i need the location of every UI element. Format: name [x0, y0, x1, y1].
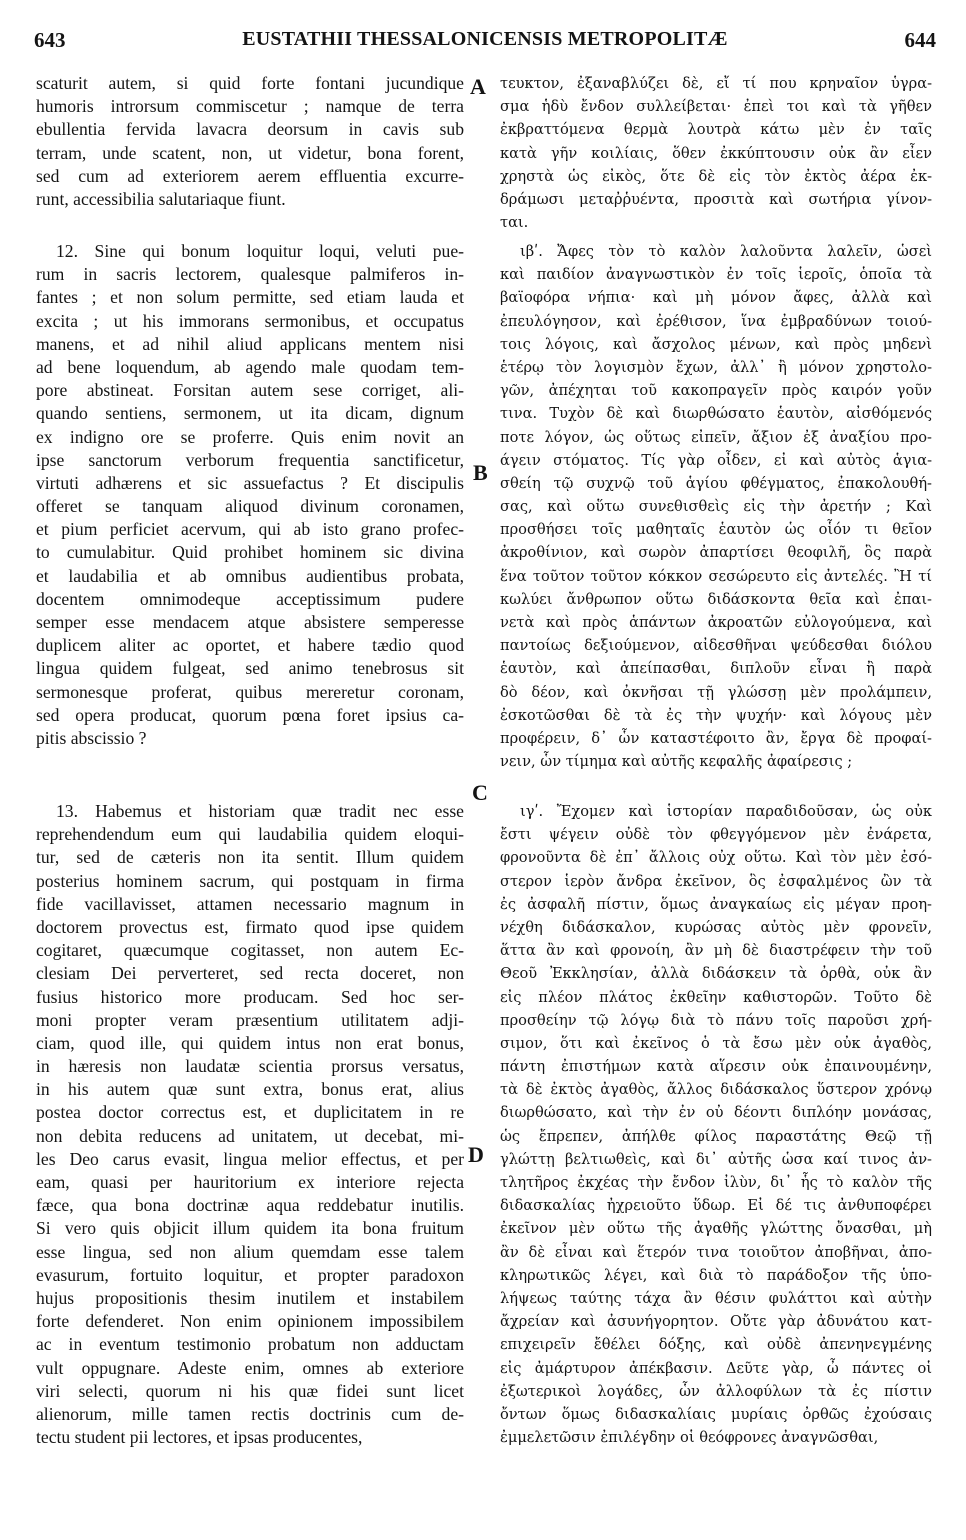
text-line: forte defenderet. Non enim opinionem impossibilem [36, 1311, 464, 1332]
text-line: ἑαυτὸν, καὶ ἀπείπασθαι, διπλοῦν εἶναι ἢ παρὰ [500, 660, 932, 678]
text-line: σθείη τῷ συχνῷ τοῦ ἁγίου φθέγματος, ἐπακολουθή- [500, 474, 932, 492]
text-line: φρονοῦντα δὲ ἐπ᾽ ἄλλοις οὐχ οὕτω. Καὶ τὸν μὲν ἐσό- [500, 849, 932, 867]
text-line: δράμωσι μεταῤῥυέντα, προσιτὰ καὶ σωτήρια γίνον- [500, 190, 932, 208]
text-line: ὡς ἔπρεπεν, ἀπήλθε φίλος παραστάτης Θεῷ τῇ [500, 1127, 932, 1145]
text-line: fantes ; et non solum permitte, sed etiam lauda et [36, 287, 464, 308]
text-line: διδασκαλίας ἠχρειοῦτο ὕδωρ. Εἰ δέ τις ἀνθυποφέρει [500, 1197, 932, 1215]
greek-intro-paragraph [500, 72, 932, 234]
text-line: ebullentia fervida lavacra deorsum in cavis sub [36, 119, 464, 140]
text-line: στερον ἱερὸν ἄνδρα ἐκεῖνον, ὃς ἐσφαλμένος ὢν τὰ [500, 872, 932, 890]
text-line: ἐμμελετῶσιν ἐπιλέγδην οἱ θεόφρονες ἀναγνῶσθαι, [500, 1429, 879, 1447]
running-header [34, 28, 936, 58]
text-line: tectu student pii lectores, et ipsas producentes, [36, 1427, 363, 1448]
text-line: les Deo carus evasit, lingua melior effectus, et per [36, 1148, 464, 1169]
text-line: βαϊοφόρα νήπια· καὶ μὴ μόνον ἄφες, ἀλλὰ καὶ [500, 289, 932, 307]
text-line: τλητῆρος ἐκχέας τὴν ἔνδον ἰλὺν, δι᾽ ἧς τὸ καλὸν τῆς [500, 1174, 932, 1191]
text-line: νετὰ καὶ πρὸς ἁπάντων ἀκροατῶν εὐλογούμενα, καὶ [500, 614, 932, 631]
text-line: γλώττῃ βελτιωθεὶς, καὶ δι᾽ αὐτῆς ὡσα καί τινος ἀν- [500, 1150, 932, 1168]
text-line: ἐς ἀσφαλῆ πίστιν, ὅμως ἀναγκαίως εἰς μέγαν προη- [500, 895, 932, 913]
text-line: ἂν δὲ εἶναι καὶ ἕτερόν τινα τοιοῦτον ἀποβῆναι, ἀπο- [500, 1243, 932, 1261]
text-line: ιγʹ. Ἔχομεν καὶ ἱστορίαν παραδιδοῦσαν, ὡς οὐκ [520, 803, 932, 820]
text-line: σιμον, ὅτι καὶ ἐκεῖνος ὁ τὰ ἔσω μὲν οὐκ ἀγαθὸς, [500, 1034, 932, 1052]
text-line: ac in eventum testimonio probatum non adductam [36, 1334, 464, 1355]
text-line: νειν, ὧν τίμημα καὶ αὐτῆς κεφαλῆς ἀφαίρεσις ; [500, 753, 853, 771]
text-line: ιβʹ. Ἄφες τὸν τὸ καλὸν λαλοῦντα λαλεῖν, ὡσεὶ [520, 243, 932, 260]
text-line: τευκτον, ἐξαναβλύζει δὲ, εἴ τί που κρηναῖον ὑγρα- [500, 75, 932, 92]
text-line: ἐξωτερικοὶ λογάδες, ὧν ἀλλοφύλων τὰ ἐς πίστιν [500, 1382, 932, 1400]
text-line: νέχθη διδάσκαλον, κυρώσας αὐτὸς μὲν φρονεῖν, [500, 918, 932, 936]
latin-intro-paragraph [36, 72, 464, 211]
text-line: ἑτέρῳ τὸν λογισμὸν ἔχων, ἀλλ᾽ ἢ μόνον χρηστολο- [500, 358, 932, 376]
text-line: esse lingua, sed non alium quemdam esse talem [36, 1241, 464, 1262]
text-line: fusius historico more producam. Sed hoc ser- [36, 986, 464, 1007]
text-line: τινα. Τυχὸν δὲ καὶ διωρθώσατο ἑαυτὸν, αἰσθόμενός [500, 405, 932, 423]
text-line: moni propter veram præsentium utilitatem adji- [36, 1009, 464, 1030]
text-line: ciam, quod ille, qui quidem intus non erat bonus, [36, 1032, 464, 1053]
text-line: ἔστι ψέγειν οὐδὲ τὸν φθεγγόμενον μὲν ἐνάρετα, [500, 826, 932, 844]
text-line: viri selecti, quorum ni his quæ fidei sunt licet [36, 1380, 464, 1401]
text-line: lingua quidem fulgeat, sed animo tenebrosus sit [36, 658, 464, 679]
margin-letter-b: B [473, 460, 488, 485]
text-line: Θεοῦ Ἐκκλησίαν, ἀλλὰ διδάσκειν τὰ ὀρθὰ, οὐκ ἂν [500, 965, 932, 983]
text-line: runt, accessibilia salutariaque fiunt. [36, 188, 286, 209]
text-line: καὶ παιδίον ἀναγνωστικὸν ἐν τοῖς ἱεροῖς, ὁποῖα τὰ [500, 266, 932, 284]
text-line: sermonesque proferat, quibus mereretur coronam, [36, 681, 464, 702]
text-line: manens, et ad nihil aliud applicans mentem nisi [36, 333, 464, 354]
text-line: προφέρειν, δ᾽ ὧν καταστέφοιτο ἂν, ἔργα δὲ προφαί- [500, 729, 932, 747]
text-line: duplicem aliter ac oportet, et habere tædio quod [36, 635, 464, 656]
text-line: quando sentiens, sermonem, ut ita dicam, dignum [36, 403, 464, 424]
text-line: ἅττα ἂν καὶ φρονοίη, ἂν μὴ δὲ διαστρέφειν τὴν τοῦ [500, 942, 932, 960]
text-line: λήψεως ταύτης τάχα ἂν θέσιν φυλάττοι καὶ αὐτὴν [500, 1289, 932, 1307]
text-line: in his autem quæ sunt extra, bonus erat, alius [36, 1079, 464, 1100]
text-line: ὄντων ὅμως διδασκαλίαις μυρίαις ὀρθῶς ἐχούσαις [500, 1405, 932, 1423]
greek-section-12 [500, 240, 932, 773]
text-line: posterius hominem sacrum, qui postquam in firma [36, 870, 464, 891]
margin-letter-d: D [468, 1142, 484, 1167]
text-line: πάντη ἐπιστήμων κατὰ αἵρεσιν οὐκ ἐπαινουμένην, [500, 1058, 932, 1076]
text-line: κληρωτικῶς λέγει, καὶ διὰ τὸ παράδοξον τῆς ὑπο- [500, 1266, 932, 1284]
text-line: alienorum, mille tamen rectis doctrinis cum de- [36, 1403, 464, 1424]
text-line: τοις λόγοις, καὶ ἄσχολος μένων, καὶ πρὸς μηδενὶ [500, 335, 932, 353]
text-line: Si vero quis objicit illum quidem ita bona fruitum [36, 1218, 464, 1239]
text-line: ποτε λόγον, ὡς οὕτως εἰπεῖν, ἄξιον ἐξ ἀναξίου προ- [500, 428, 932, 446]
page-number-left: 643 [34, 28, 66, 52]
text-line: scaturit autem, si quid forte fontani jucundique [36, 73, 464, 93]
text-line: εἰς ἀμάρτυρον ἀπέκβασιν. Δεῦτε γὰρ, ὦ πάντες οἱ [500, 1359, 932, 1377]
text-line: άγειν στόματος. Τίς γὰρ οἶδεν, εἰ καὶ αὐτὸς ἁγια- [500, 451, 932, 469]
text-line: reprehendendum eum qui laudabilia quidem eloqui- [36, 824, 464, 845]
text-line: doctorem provectus est, firmato quod ipse quidem [36, 916, 464, 937]
text-line: semper esse mendacem atque absistere semperesse [36, 612, 464, 632]
text-line: ἕνα τοῦτον τοῦτον κόκκον σεσώρευτο εἰς ἀντελές. Ἢ τί [500, 567, 932, 585]
text-line: προσθήσει τοῖς μαθηταῖς ἑαυτὸν ὡς οἷόν τι θεῖον [500, 521, 932, 539]
text-line: terram, unde scatent, non, ut videtur, bona forent, [36, 142, 464, 163]
text-line: tur, sed de cæteris non ita sentit. Illum quidem [36, 847, 464, 868]
text-line: προσθείην τῷ λόγῳ διὰ τὸ πάνυ τοῖς παροῦσι χρή- [500, 1011, 932, 1029]
text-line: pore abstineat. Forsitan autem sese corriget, ali- [36, 380, 464, 401]
text-line: τὰ δὲ ἐκτὸς ἀγαθὸς, ἄλλος διδάσκαλος ὕστερον χρόνῳ [500, 1081, 932, 1099]
text-line: evasurum, fortuito loquitur, et propter paradoxon [36, 1264, 464, 1285]
greek-section-13 [500, 800, 932, 1449]
text-line: παντοίως δεξιούμενον, αἰδεσθῆναι ψεύδεσθαι διόλου [500, 637, 932, 655]
text-line: excita ; ut his immorans sermonibus, et occupatus [36, 310, 464, 331]
page-number-right: 644 [904, 28, 936, 52]
text-line: σας, καὶ οὕτω συνεθισθεὶς εἰς τὴν ἀρετήν ; Καὶ [500, 498, 932, 516]
text-line: σμα ἡδὺ ἔνδον συλλείβεται· ἐπεὶ τοι καὶ τὰ γῆθεν [500, 98, 932, 116]
margin-letter-c: C [472, 780, 488, 805]
text-line: ἀκροθίνιον, καὶ σωρὸν ἀπαρτίσει θεοφιλῆ, ὃς παρὰ [500, 544, 932, 562]
text-line: κωλύει ἄνθρωπον οὕτω διδάσκοντα θεῖα καὶ ἐπαι- [500, 590, 932, 608]
text-line: non debita reducens ad unitatem, ut decebat, mi- [36, 1125, 464, 1146]
text-line: δὸ δέον, καὶ ὀκνῆσαι τῇ γλώσσῃ μὲν προλάμπειν, [500, 683, 932, 701]
text-line: ἐκβραττόμενα θερμὰ λουτρὰ κάτω μὲν ἐν ταῖς [500, 121, 932, 139]
text-line: διωρθώσατο, καὶ τὴν ἐν οὐ δέοντι διπλόην μονάσας, [500, 1104, 932, 1122]
latin-section-12 [36, 240, 464, 750]
text-line: ad bene loquendum, ab agendo male quodam tem- [36, 356, 464, 377]
text-line: clesiam Dei perverteret, sed recta doceret, non [36, 963, 464, 984]
text-line: in hæresis non laudatæ scientia prorsus versatus, [36, 1056, 464, 1077]
text-line: ἐσκοτῶσθαι δὲ τὰ ἐς τὴν ψυχήν· καὶ λόγους μὲν [500, 706, 932, 724]
margin-letter-a: A [470, 74, 486, 99]
latin-section-13 [36, 800, 464, 1449]
text-line: εἰς πλέον πλάτος ἐκθεῖην καθιστορῶν. Τοῦτο δὲ [500, 988, 932, 1006]
text-line: sed cum ad exteriorem aerem effluentia excurre- [36, 165, 464, 186]
running-title: EUSTATHII THESSALONICENSIS METROPOLITÆ [242, 28, 728, 50]
text-line: 13. Habemus et historiam quæ tradit nec esse [56, 801, 464, 821]
text-line: ἐκεῖνον μὲν οὕτω τῆς ἀγαθῆς γλώττης ὄνασθαι, μὴ [500, 1220, 932, 1238]
text-line: eam, quasi per hauritorium ex interiore rejecta [36, 1172, 464, 1192]
text-line: fæce, qua bona doctrinæ aqua reddebatur inutilis. [36, 1195, 464, 1216]
text-line: cogitaret, quæcumque cogitasset, non autem Ec- [36, 940, 464, 961]
text-line: et pium perficiet acervum, qui ab isto grano profec- [36, 519, 464, 540]
text-line: fide vacillavisset, attamen necessario magnum in [36, 893, 464, 914]
text-line: γῶν, ἀπέχηται τοῦ κακοπραγεῖν πρὸς καιρόν γοῦν [500, 382, 932, 400]
text-line: ται. [500, 214, 529, 232]
text-line: ex indigno ore se proferre. Quis enim novit an [36, 426, 464, 447]
text-line: humoris introrsum commiscetur ; namque de terra [36, 96, 464, 117]
text-line: virtuti adhærens et sic assuefactus ? Et discipulis [36, 472, 464, 493]
text-line: επιχειρεῖν ἔθέλει δόξης, καὶ οὐδὲ ἀπενηνεγμένης [500, 1336, 932, 1354]
text-line: sed opera producat, quorum pœna foret ipsius ca- [36, 704, 464, 725]
text-line: 12. Sine qui bonum loquitur loqui, veluti pue- [56, 241, 464, 261]
text-line: pitis abscissio ? [36, 727, 147, 748]
text-line: postea doctor correctus est, et duplicitatem in re [36, 1102, 464, 1123]
text-line: vult oppugnare. Adeste enim, omnes ab exteriore [36, 1357, 464, 1378]
text-line: ἄχρείαν καὶ ἀσυνήγορητον. Οὔτε γὰρ ἀδυνάτου κατ- [500, 1313, 932, 1331]
text-line: to cumulabitur. Quid prohibet hominem sic divina [36, 542, 464, 563]
text-line: et laudabilia et ab omnibus audientibus probata, [36, 565, 464, 586]
text-line: hujus propositionis thesim inutilem et instabilem [36, 1287, 464, 1308]
text-line: offeret se tanquam aliquod divinum coronamen, [36, 496, 464, 517]
text-line: χρηστὰ ὡς εἰκὸς, ὅτε δὲ εἰς τὸν ἐκτὸς ἀέρα ἐκ- [500, 167, 932, 185]
text-line: ipse sanctorum verborum frequentia sanctificetur, [36, 449, 464, 470]
text-line: κατὰ γῆν κοιλίαις, ὅθεν ἐκκύπτουσιν οὐκ ἂν εἶεν [500, 144, 932, 162]
text-line: rum in sacris lectorem, qualesque palmiferos in- [36, 264, 464, 285]
text-line: ἐπευλόγησον, καὶ ἐρέθισον, ἵνα ἐμβραδύνων τοιού- [500, 312, 932, 330]
text-line: docentem omnimodeque acceptissimum pudere [36, 588, 464, 609]
